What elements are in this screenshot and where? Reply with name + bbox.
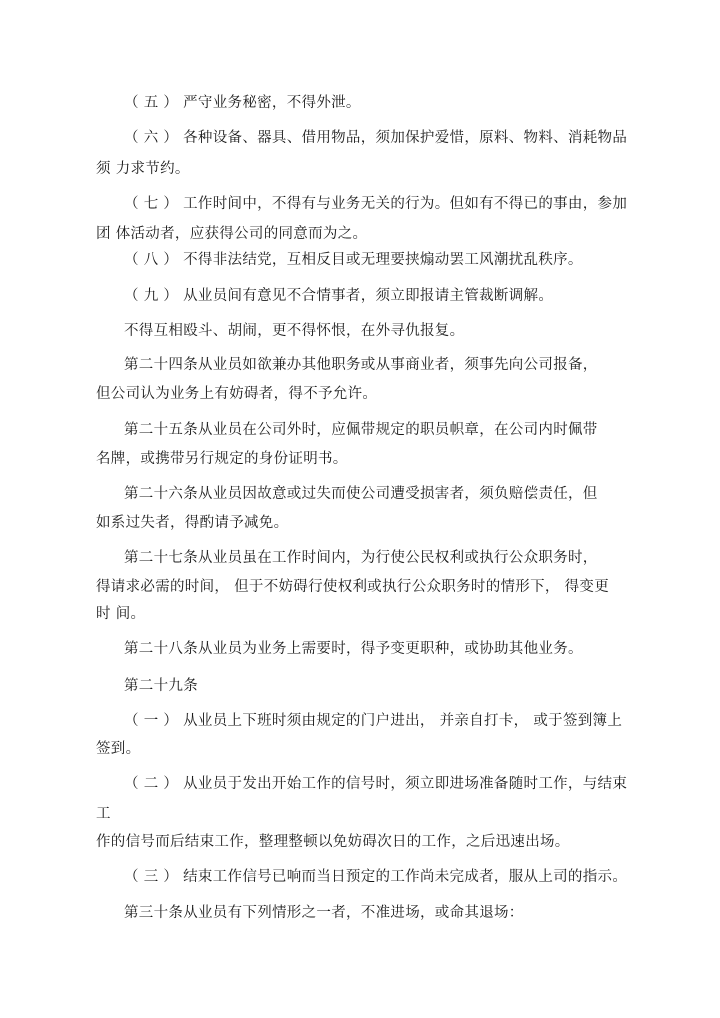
text-line: 第二十九条 <box>124 678 198 694</box>
text-line: （ 八 ） 不得非法结党，互相反目或无理要挟煽动罢工风潮扰乱秩序。 <box>124 252 583 268</box>
text-line: 第二十四条从业员如欲兼办其他职务或从事商业者，须事先向公司报备， <box>124 357 598 373</box>
text-line: 团 体活动者，应获得公司的同意而为之。 <box>96 226 368 242</box>
text-line: 但公司认为业务上有妨碍者，得不予允许。 <box>96 386 378 402</box>
text-line: 第二十八条从业员为业务上需要时，得予变更职种，或协助其他业务。 <box>124 641 583 657</box>
text-line: （ 三 ） 结束工作信号已响而当日预定的工作尚未完成者，服从上司的指示。 <box>124 869 628 885</box>
text-line: 时 间。 <box>96 606 146 622</box>
text-line: 作的信号而后结束工作，整理整顿以免妨碍次日的工作，之后迅速出场。 <box>96 834 570 850</box>
text-line: 第三十条从业员有下列情形之一者，不准进场，或命其退场： <box>124 905 524 921</box>
text-line: 第二十七条从业员虽在工作时间内，为行使公民权利或执行公众职务时， <box>124 550 598 566</box>
text-line: 不得互相殴斗、胡闹，更不得怀恨，在外寻仇报复。 <box>124 323 465 339</box>
text-line: （ 七 ） 工作时间中，不得有与业务无关的行为。但如有不得已的事由，参加 <box>124 196 628 212</box>
text-line: 第二十五条从业员在公司外时，应佩带规定的职员帜章，在公司内时佩带 <box>124 422 598 438</box>
text-line: （ 六 ） 各种设备、器具、借用物品，须加保护爱惜，原料、物料、消耗物品 <box>124 130 628 146</box>
text-line: （ 五 ） 严守业务秘密，不得外泄。 <box>124 95 361 111</box>
text-line: 签到。 <box>96 741 141 757</box>
text-line: （ 二 ） 从业员于发出开始工作的信号时，须立即进场准备随时工作，与结束 <box>124 776 628 792</box>
text-line: 如系过失者，得酌请予减免。 <box>96 515 289 531</box>
text-line: 第二十六条从业员因故意或过失而使公司遭受损害者，须负赔偿责任，但 <box>124 486 598 502</box>
text-line: （ 一 ） 从业员上下班时须由规定的门户进出， 并亲自打卡， 或于签到簿上 <box>124 713 623 729</box>
text-line: 须 力求节约。 <box>96 161 190 177</box>
text-line: 工 <box>96 806 111 822</box>
text-line: 名牌，或携带另行规定的身份证明书。 <box>96 451 348 467</box>
text-line: 得请求必需的时间， 但于不妨碍行使权利或执行公众职务时的情形下， 得变更 <box>96 579 610 595</box>
text-line: （ 九 ） 从业员间有意见不合情事者，须立即报请主管裁断调解。 <box>124 288 554 304</box>
